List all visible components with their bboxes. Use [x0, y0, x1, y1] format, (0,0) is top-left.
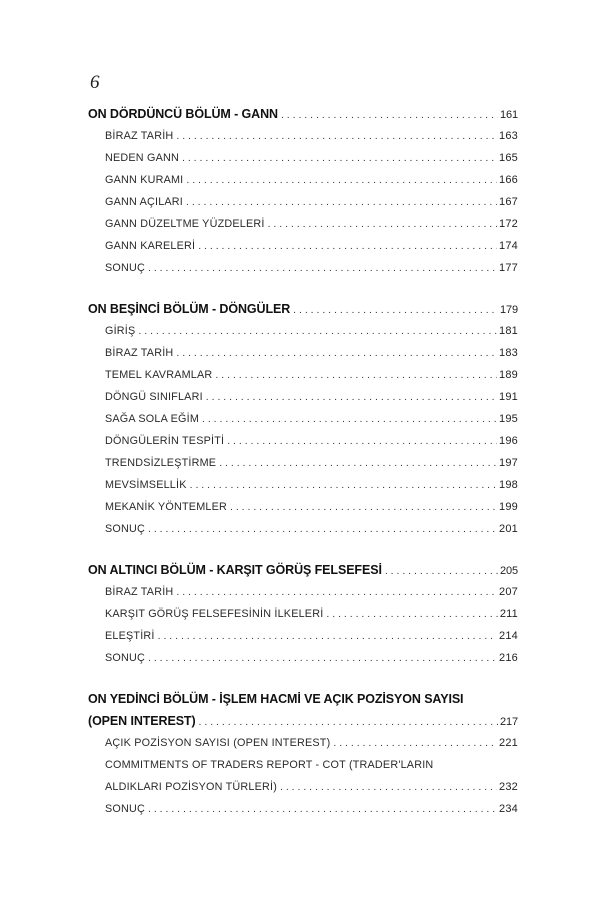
toc-entry-label: TRENDSİZLEŞTİRME	[105, 457, 217, 469]
toc-entry-label: ELEŞTİRİ	[105, 630, 155, 642]
dot-leader	[326, 603, 497, 625]
toc-entry-label: GANN AÇILARI	[105, 196, 183, 208]
toc-entry-label: SONUÇ	[105, 652, 145, 664]
toc-entry-label: GANN DÜZELTME YÜZDELERİ	[105, 218, 265, 230]
dot-leader	[158, 625, 497, 647]
dot-leader	[199, 711, 498, 732]
toc-entry-page: 165	[499, 152, 518, 164]
dot-leader	[281, 104, 498, 125]
toc-entry	[88, 496, 518, 518]
chapter-heading-line1: ON YEDİNCİ BÖLÜM - İŞLEM HACMİ VE AÇIK POZİSYON SAYISI	[88, 692, 464, 706]
toc-entry-page: 177	[499, 262, 518, 274]
toc-entry-line1: COMMITMENTS OF TRADERS REPORT - COT (TRADER'LARIN	[105, 759, 434, 771]
toc-entry-page: 167	[499, 196, 518, 208]
chapter-heading-label: ON ALTINCI BÖLÜM - KARŞIT GÖRÜŞ FELSEFESİ	[88, 563, 382, 577]
dot-leader	[202, 408, 497, 430]
table-of-contents	[88, 103, 518, 839]
toc-section	[88, 559, 518, 669]
toc-entry-label: AÇIK POZİSYON SAYISI (OPEN INTEREST)	[105, 737, 331, 749]
toc-entry	[88, 257, 518, 279]
dot-leader	[385, 560, 498, 581]
toc-section	[88, 103, 518, 279]
toc-entry	[88, 169, 518, 191]
toc-entry-page: 221	[499, 737, 518, 749]
toc-entry-label: MEVSİMSELLİK	[105, 479, 187, 491]
chapter-heading-page: 205	[499, 565, 518, 577]
toc-entry	[88, 408, 518, 430]
toc-entry-page: 201	[499, 523, 518, 535]
toc-entry-label: DÖNGÜ SINIFLARI	[105, 391, 203, 403]
toc-entry-label: TEMEL KAVRAMLAR	[105, 369, 213, 381]
page-number: 6	[90, 72, 100, 93]
toc-entry-page: 198	[499, 479, 518, 491]
dot-leader	[268, 213, 497, 235]
toc-entry-label: BİRAZ TARİH	[105, 130, 174, 142]
chapter-heading	[88, 559, 518, 581]
toc-entry-label: BİRAZ TARİH	[105, 347, 174, 359]
toc-entry	[88, 147, 518, 169]
toc-section	[88, 688, 518, 820]
dot-leader	[148, 647, 497, 669]
dot-leader	[176, 581, 497, 603]
dot-leader	[190, 474, 497, 496]
toc-entry-label: NEDEN GANN	[105, 152, 179, 164]
toc-entry-page: 166	[499, 174, 518, 186]
toc-entry	[88, 603, 518, 625]
toc-entry-page: 189	[499, 369, 518, 381]
chapter-heading-label: (OPEN INTEREST)	[88, 714, 196, 728]
dot-leader	[148, 518, 497, 540]
chapter-heading	[88, 710, 518, 732]
chapter-heading-page: 217	[499, 716, 518, 728]
chapter-heading-label: ON BEŞİNCİ BÖLÜM - DÖNGÜLER	[88, 302, 291, 316]
toc-entry-label: SAĞA SOLA EĞİM	[105, 413, 200, 425]
dot-leader	[182, 147, 497, 169]
dot-leader	[333, 732, 497, 754]
dot-leader	[280, 776, 497, 798]
chapter-heading	[88, 298, 518, 320]
toc-entry	[88, 647, 518, 669]
dot-leader	[230, 496, 497, 518]
toc-entry	[88, 798, 518, 820]
dot-leader	[215, 364, 497, 386]
toc-entry	[88, 625, 518, 647]
toc-entry	[88, 452, 518, 474]
toc-entry	[88, 430, 518, 452]
toc-entry-page: 232	[499, 781, 518, 793]
toc-entry-page: 191	[499, 391, 518, 403]
toc-entry	[88, 191, 518, 213]
toc-entry	[88, 342, 518, 364]
dot-leader	[176, 342, 497, 364]
toc-entry-label: GANN KURAMI	[105, 174, 184, 186]
toc-entry	[88, 581, 518, 603]
chapter-heading-page: 179	[499, 304, 518, 316]
toc-entry	[88, 235, 518, 257]
toc-entry-label: SONUÇ	[105, 803, 145, 815]
toc-entry-label: BİRAZ TARİH	[105, 586, 174, 598]
chapter-heading	[88, 103, 518, 125]
toc-entry	[88, 732, 518, 754]
dot-leader	[138, 320, 497, 342]
toc-entry-label: SONUÇ	[105, 262, 145, 274]
chapter-heading-page: 161	[499, 109, 518, 121]
dot-leader	[148, 257, 497, 279]
toc-entry-page: 199	[499, 501, 518, 513]
toc-entry	[88, 125, 518, 147]
toc-entry-page: 181	[499, 325, 518, 337]
dot-leader	[186, 191, 497, 213]
dot-leader	[198, 235, 497, 257]
toc-entry-label: GANN KARELERİ	[105, 240, 196, 252]
toc-entry	[88, 320, 518, 342]
toc-entry-page: 195	[499, 413, 518, 425]
chapter-heading-label: ON DÖRDÜNCÜ BÖLÜM - GANN	[88, 107, 278, 121]
toc-entry-page: 172	[499, 218, 518, 230]
dot-leader	[148, 798, 497, 820]
toc-entry-page: 214	[499, 630, 518, 642]
toc-entry-page: 174	[499, 240, 518, 252]
dot-leader	[293, 299, 498, 320]
toc-section	[88, 298, 518, 540]
dot-leader	[186, 169, 497, 191]
toc-entry	[88, 518, 518, 540]
toc-entry-page: 197	[499, 457, 518, 469]
toc-entry-page: 207	[499, 586, 518, 598]
dot-leader	[206, 386, 497, 408]
toc-entry-label: KARŞIT GÖRÜŞ FELSEFESİNİN İLKELERİ	[105, 608, 324, 620]
toc-entry-label: ALDIKLARI POZİSYON TÜRLERİ)	[105, 781, 277, 793]
toc-entry-label: GİRİŞ	[105, 325, 136, 337]
dot-leader	[176, 125, 497, 147]
toc-entry-label: SONUÇ	[105, 523, 145, 535]
toc-entry-page: 183	[499, 347, 518, 359]
toc-entry	[88, 386, 518, 408]
toc-entry	[88, 776, 518, 798]
toc-entry-page: 216	[499, 652, 518, 664]
dot-leader	[227, 430, 497, 452]
toc-entry-page: 234	[499, 803, 518, 815]
toc-entry-page: 163	[499, 130, 518, 142]
toc-entry	[88, 213, 518, 235]
toc-entry-page: 196	[499, 435, 518, 447]
toc-entry-page: 211	[499, 608, 518, 620]
toc-entry	[88, 364, 518, 386]
toc-entry	[88, 474, 518, 496]
toc-entry-label: DÖNGÜLERİN TESPİTİ	[105, 435, 225, 447]
toc-entry-label: MEKANİK YÖNTEMLER	[105, 501, 227, 513]
dot-leader	[219, 452, 497, 474]
